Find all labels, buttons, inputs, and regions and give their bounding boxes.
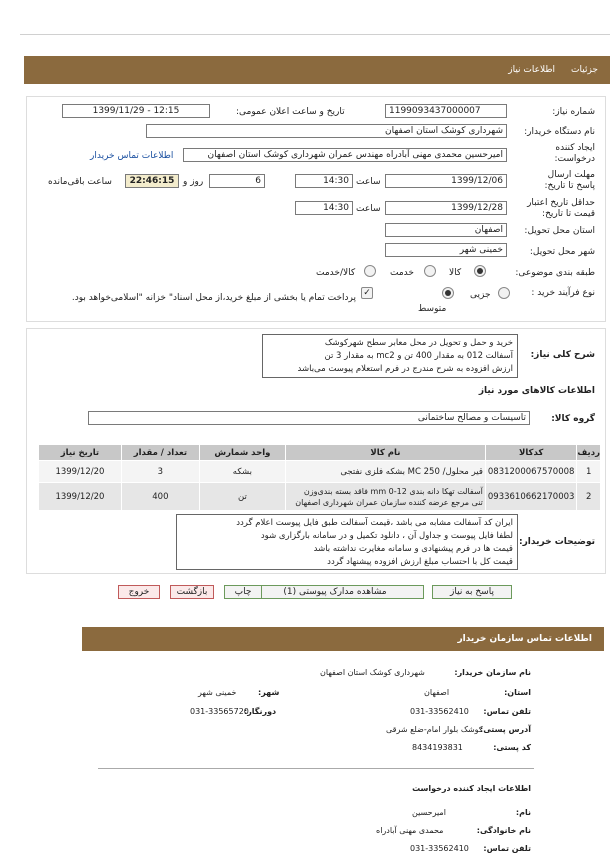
category-radio-goods[interactable] [474, 265, 486, 277]
creator-family-value: محمدی مهنی آبادراه [376, 826, 444, 835]
print-button[interactable]: چاپ [224, 585, 262, 599]
cell-code: 0933610662170003 [485, 483, 577, 511]
col-header-unit: واحد شمارش [199, 445, 285, 461]
category-option-both: کالا/خدمت [316, 268, 356, 278]
deadline-time-label: ساعت [356, 177, 381, 187]
creator-field[interactable]: امیرحسین محمدی مهنی آبادراه مهندس عمران شهرداری کوشک استان اصفهان [183, 148, 507, 162]
contact-phone-label: تلفن تماس: [483, 707, 531, 716]
announce-label: تاریخ و ساعت اعلان عمومی: [236, 107, 345, 117]
contact-postal-label: کد پستی: [493, 743, 531, 752]
remaining-time-field: 22:46:15 [125, 174, 179, 188]
attachments-button[interactable]: مشاهده مدارک پیوستی (1) [246, 585, 424, 599]
tab-need-info[interactable]: اطلاعات نیاز [508, 65, 556, 75]
goods-group-field[interactable]: تاسیسات و مصالح ساختمانی [88, 411, 530, 425]
validity-time-field[interactable]: 14:30 [295, 201, 353, 215]
contact-phone-value: 031-33562410 [410, 707, 469, 716]
cell-name: قیر محلول/ MC 250 بشکه فلزی نفتجی [285, 461, 485, 483]
treasury-note: پرداخت تمام یا بخشی از مبلغ خرید،از محل اسناد" خزانه "اسلامی‌خواهد بود. [71, 293, 356, 303]
goods-info-title: اطلاعات کالاهای مورد نیاز [478, 386, 595, 396]
validity-time-label: ساعت [356, 204, 381, 214]
validity-label: حداقل تاریخ اعتبار قیمت تا تاریخ: [527, 198, 595, 219]
col-header-code: کدکالا [485, 445, 577, 461]
reply-button[interactable]: پاسخ به نیاز [432, 585, 512, 599]
cell-name-line2: تنی مرجع عرضه کننده سازمان عمران شهرداری اصفهان [295, 497, 483, 507]
contact-fax-label: دورنگار: [244, 707, 277, 716]
page-header-bar [24, 56, 610, 84]
contact-divider [98, 768, 534, 769]
buyer-org-label: نام دستگاه خریدار: [524, 127, 595, 137]
contact-org-label: نام سازمان خریدار: [454, 668, 531, 677]
days-field[interactable]: 6 [209, 174, 265, 188]
city-label: شهر محل تحویل: [529, 247, 595, 257]
contact-province-label: استان: [504, 688, 531, 697]
col-header-date: تاریخ نیاز [39, 445, 122, 461]
process-radio-medium[interactable] [442, 287, 454, 299]
tab-details[interactable]: جزئیات [571, 65, 598, 75]
col-header-name: نام کالا [285, 445, 485, 461]
goods-table [38, 444, 601, 511]
creator-family-label: نام خانوادگی: [476, 826, 531, 835]
category-option-service: خدمت [390, 268, 414, 278]
cell-unit: بشکه [199, 461, 285, 483]
contact-org-value: شهرداری کوشک استان اصفهان [320, 668, 425, 677]
treasury-checkbox[interactable]: ✓ [361, 287, 373, 299]
col-header-qty: تعداد / مقدار [121, 445, 199, 461]
summary-label: شرح کلی نیاز: [530, 350, 595, 360]
process-radio-minor[interactable] [498, 287, 510, 299]
cell-row: 1 [577, 461, 601, 483]
back-button[interactable]: بازگشت [170, 585, 214, 599]
goods-group-label: گروه کالا: [551, 414, 595, 424]
city-field[interactable]: خمینی شهر [385, 243, 507, 257]
buyer-contact-link[interactable]: اطلاعات تماس خریدار [90, 151, 174, 161]
deadline-date-field[interactable]: 1399/12/06 [385, 174, 507, 188]
category-label: طبقه بندی موضوعی: [515, 268, 595, 278]
summary-text: خرید و حمل و تحویل در محل معابر سطح شهرکوشک آسفالت 012 به مقدار 400 تن و mc2 به مقدار 3 تن ارزش افزوده به شرح مندرج در فرم استعلام پیوست می‌باشد [262, 334, 518, 378]
process-option-medium: متوسط [418, 304, 447, 314]
cell-code: 0831200067570008 [485, 461, 577, 483]
days-label: روز و [183, 177, 204, 187]
deadline-label: مهلت ارسال پاسخ تا تاریخ: [544, 170, 595, 191]
table-row[interactable] [39, 461, 601, 483]
deadline-time-field[interactable]: 14:30 [295, 174, 353, 188]
cell-unit: تن [199, 483, 285, 511]
cell-qty: 400 [121, 483, 199, 511]
contact-address-value: کوشک بلوار امام-ضلع شرقی [386, 725, 483, 734]
contact-city-value: خمینی شهر [198, 688, 237, 697]
creator-phone-value: 031-33562410 [410, 844, 469, 853]
province-label: استان محل تحویل: [524, 226, 595, 236]
creator-label: ایجاد کننده درخواست: [554, 143, 595, 164]
notes-label: توضیحات خریدار: [519, 537, 595, 547]
contact-city-label: شهر: [258, 688, 280, 697]
cell-row: 2 [577, 483, 601, 511]
validity-date-field[interactable]: 1399/12/28 [385, 201, 507, 215]
exit-button[interactable]: خروج [118, 585, 160, 599]
contact-postal-value: 8434193831 [412, 743, 463, 752]
category-radio-both[interactable] [364, 265, 376, 277]
table-row[interactable] [39, 483, 601, 511]
cell-name-line1: آسفالت تهکا دانه بندی 12-0 mm فاقد بسته بندی‌وزن [303, 486, 483, 496]
contact-address-label: آدرس پستی: [480, 725, 531, 734]
cell-qty: 3 [121, 461, 199, 483]
creator-name-label: نام: [515, 808, 531, 817]
need-number-label: شماره نیاز: [552, 107, 595, 117]
creator-phone-label: تلفن تماس: [483, 844, 531, 853]
category-option-goods: کالا [449, 268, 462, 278]
cell-name [285, 483, 485, 511]
col-header-row: ردیف [577, 445, 601, 461]
contact-header-bar: اطلاعات تماس سازمان خریدار [82, 627, 604, 651]
goods-table-header [39, 445, 601, 461]
creator-info-title: اطلاعات ایجاد کننده درخواست [412, 784, 531, 793]
notes-text: ایران کد آسفالت مشابه می باشد ،قیمت آسفالت طبق فایل پیوست اعلام گردد لطفا فایل پیوست و جداول آن ، دانلود تکمیل و در سامانه بارگزاری شود قیمت ها در فرم پیشنهادی و سامانه مغایرت نداشته باشد قیمت کل با احتساب مبلغ ارزش افزوده پیشنهاد گردد [176, 514, 518, 570]
creator-name-value: امیرحسین [412, 808, 446, 817]
announce-field[interactable]: 1399/11/29 - 12:15 [62, 104, 210, 118]
contact-province-value: اصفهان [424, 688, 450, 697]
top-divider [20, 34, 610, 35]
cell-date: 1399/12/20 [39, 483, 122, 511]
contact-fax-value: 031-33565720 [190, 707, 249, 716]
province-field[interactable]: اصفهان [385, 223, 507, 237]
cell-date: 1399/12/20 [39, 461, 122, 483]
process-label: نوع فرآیند خرید : [531, 288, 595, 298]
need-number-field[interactable]: 1199093437000007 [385, 104, 507, 118]
buyer-org-field[interactable]: شهرداری کوشک استان اصفهان [146, 124, 507, 138]
remaining-label: ساعت باقی‌مانده [48, 177, 112, 187]
category-radio-service[interactable] [424, 265, 436, 277]
process-option-minor: جزیی [470, 290, 491, 300]
